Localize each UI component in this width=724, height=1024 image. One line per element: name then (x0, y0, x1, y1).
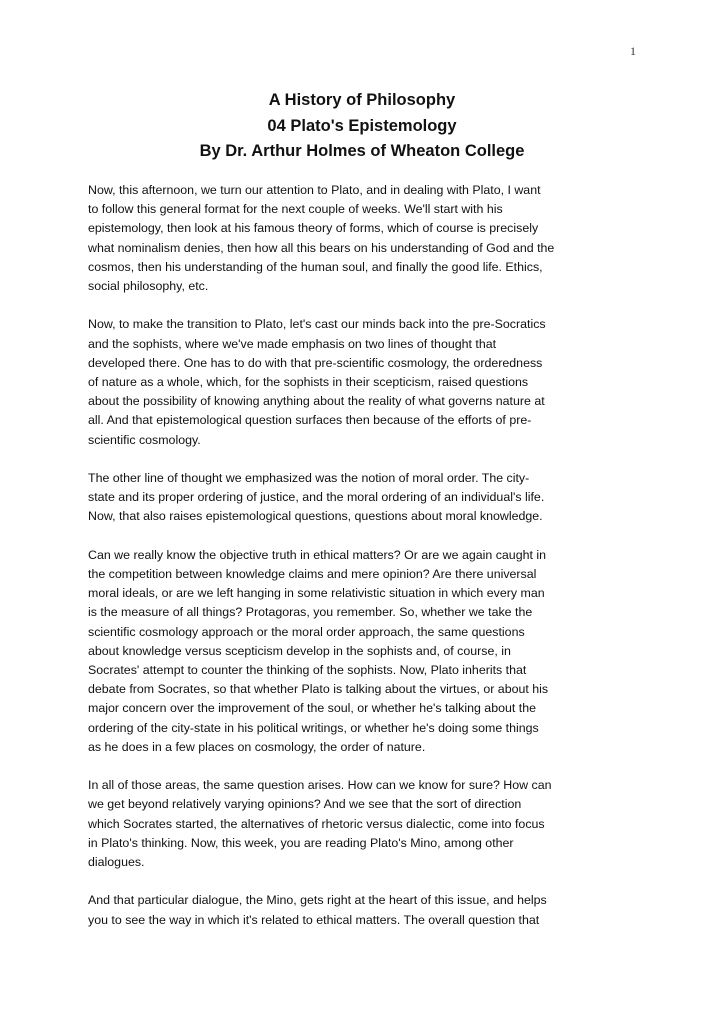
title-lecture: 04 Plato's Epistemology (267, 116, 457, 135)
page-number: 1 (630, 44, 636, 58)
paragraph-1 (88, 181, 648, 296)
text-line: The other line of thought we emphasized was the notion of moral order. The city- (88, 471, 530, 486)
paragraph-6 (88, 891, 648, 929)
text-line: state and its proper ordering of justice, and the moral ordering of an individual's life. (88, 490, 545, 505)
title-series: A History of Philosophy (268, 91, 456, 109)
text-line: you to see the way in which it's related to ethical matters. The overall question that (88, 912, 540, 927)
title-author: By Dr. Arthur Holmes of Wheaton College (199, 142, 525, 160)
text-line: ordering of the city-state in his political writings, or whether he's doing some things (88, 720, 539, 735)
text-line: of nature as a whole, which, for the sophists in their scepticism, raised questions (88, 375, 529, 390)
text-line: Now, that also raises epistemological questions, questions about moral knowledge. (88, 509, 543, 524)
text-line: we get beyond relatively varying opinions? And we see that the sort of direction (88, 797, 522, 812)
text-line: is the measure of all things? Protagoras, you remember. So, whether we take the (88, 605, 533, 620)
text-line: In all of those areas, the same question arises. How can we know for sure? How can (88, 778, 552, 793)
text-line: dialogues. (88, 855, 145, 870)
paragraph-3 (88, 469, 648, 527)
text-line: scientific cosmology. (88, 432, 201, 447)
paragraph-2 (88, 315, 648, 449)
text-line: major concern over the improvement of the soul, or whether he's talking about the (88, 701, 536, 716)
text-line: as he does in a few places on cosmology, the order of nature. (88, 739, 426, 754)
document-title (0, 88, 724, 165)
paragraph-5 (88, 776, 648, 872)
text-line: in Plato's thinking. Now, this week, you are reading Plato's Mino, among other (88, 835, 514, 850)
text-line: and the sophists, where we've made emphasis on two lines of thought that (88, 336, 497, 351)
text-line: social philosophy, etc. (88, 279, 209, 294)
text-line: Can we really know the objective truth in ethical matters? Or are we again caught in (88, 547, 546, 562)
text-line: debate from Socrates, so that whether Plato is talking about the virtues, or about his (88, 682, 549, 697)
text-line: Socrates' attempt to counter the thinking of the sophists. Now, Plato inherits that (88, 663, 527, 678)
text-line: And that particular dialogue, the Mino, gets right at the heart of this issue, and helps (88, 893, 547, 908)
text-line: what nominalism denies, then how all this bears on his understanding of God and the (88, 240, 555, 255)
text-line: Now, this afternoon, we turn our attention to Plato, and in dealing with Plato, I want (88, 183, 541, 197)
text-line: scientific cosmology approach or the moral order approach, the same questions (88, 624, 525, 639)
transcript-body (88, 181, 648, 949)
text-line: which Socrates started, the alternatives of rhetoric versus dialectic, come into focus (88, 816, 545, 831)
text-line: the competition between knowledge claims and mere opinion? Are there universal (88, 567, 537, 582)
text-line: all. And that epistemological question surfaces then because of the efforts of pre- (88, 413, 532, 428)
text-line: developed there. One has to do with that pre-scientific cosmology, the orderedness (88, 355, 543, 370)
paragraph-4 (88, 546, 648, 757)
text-line: moral ideals, or are we left hanging in some relativistic situation in which every man (88, 586, 545, 601)
text-line: about the possibility of knowing anything about the reality of what governs nature at (88, 394, 545, 409)
text-line: Now, to make the transition to Plato, let's cast our minds back into the pre-Socratics (88, 317, 546, 332)
text-line: epistemology, then look at his famous theory of forms, which of course is precisely (88, 221, 539, 236)
text-line: cosmos, then his understanding of the human soul, and finally the good life. Ethics, (88, 259, 543, 274)
text-line: about knowledge versus scepticism develop in the sophists and, of course, in (88, 643, 511, 658)
text-line: to follow this general format for the next couple of weeks. We'll start with his (88, 202, 503, 217)
